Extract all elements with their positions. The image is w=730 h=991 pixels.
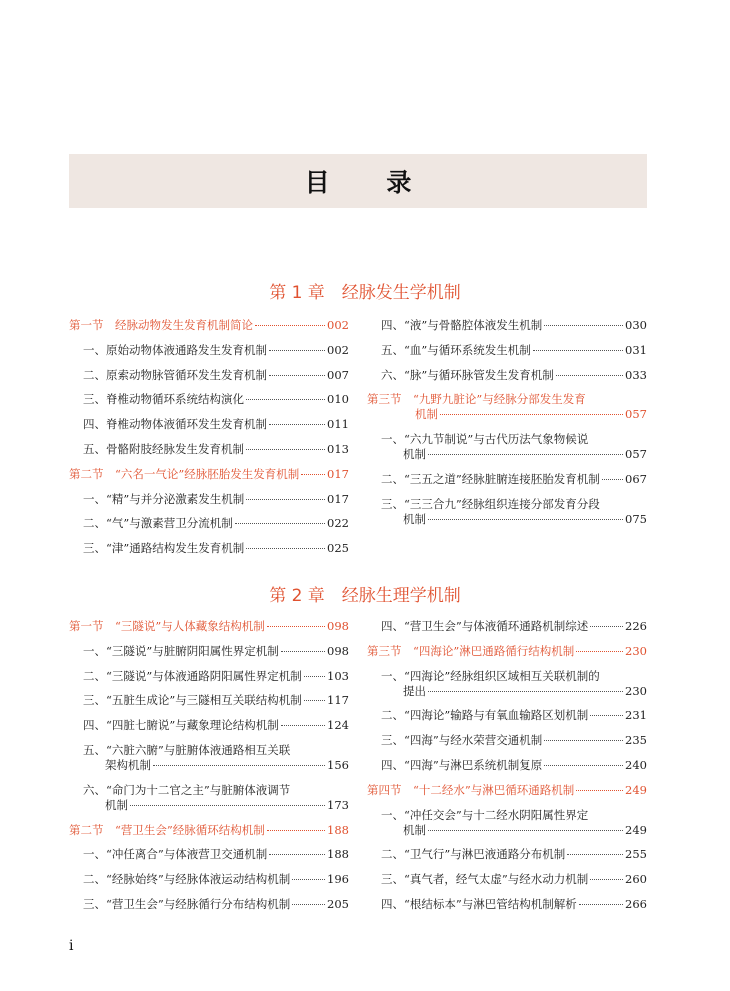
toc-page-number: 255 <box>625 847 647 862</box>
dot-leader <box>590 715 623 716</box>
toc-subsection-entry[interactable] <box>367 318 647 333</box>
toc-subsection-entry[interactable] <box>69 897 349 912</box>
toc-entry-row <box>69 798 349 813</box>
toc-entry-row <box>367 733 647 748</box>
toc-entry-text: 四、“四脏七腑说”与藏象理论结构机制 <box>83 718 279 733</box>
toc-entry-text: 一、“精”与并分泌激素发生机制 <box>83 491 245 506</box>
toc-entry-row <box>367 847 647 862</box>
toc-page-number: 057 <box>625 407 647 422</box>
toc-page-number: 230 <box>625 683 647 698</box>
toc-page-number: 188 <box>327 847 349 862</box>
toc-page-number: 017 <box>327 491 349 506</box>
dot-leader <box>602 479 623 480</box>
toc-entry-row <box>69 417 349 432</box>
toc-subsection-entry[interactable] <box>367 872 647 887</box>
toc-entry-line: 一、“冲任交会”与十二经水阴阳属性界定 <box>381 807 589 822</box>
toc-subsection-entry[interactable] <box>69 872 349 887</box>
toc-subsection-entry[interactable] <box>69 516 349 531</box>
toc-subsection-entry[interactable] <box>367 847 647 862</box>
toc-entry-text: 第三节 “四海论”淋巴通路循行结构机制 <box>367 643 575 658</box>
toc-page-number: 117 <box>327 693 349 708</box>
toc-subsection-entry[interactable] <box>367 897 647 912</box>
toc-page-number: 235 <box>625 733 647 748</box>
toc-entry-text: 第四节 “十二经水”与淋巴循环通路机制 <box>367 782 575 797</box>
toc-entry-row <box>69 823 349 838</box>
toc-entry-row <box>367 318 647 333</box>
toc-entry-row <box>367 897 647 912</box>
toc-page-number: 196 <box>327 872 349 887</box>
toc-entry-text: 一、“冲任离合”与体液营卫交通机制 <box>83 847 268 862</box>
toc-entry-text: 第一节 “三隧说”与人体藏象结构机制 <box>69 619 265 633</box>
toc-entry-row <box>69 897 349 912</box>
dot-leader <box>281 651 325 652</box>
toc-entry-text: 机制 <box>403 822 426 837</box>
toc-subsection-entry[interactable] <box>367 733 647 748</box>
toc-entry-text: 二、“卫气行”与淋巴液通路分布机制 <box>381 847 566 862</box>
toc-section-entry[interactable] <box>69 467 349 482</box>
dot-leader <box>440 414 623 415</box>
toc-page-number: 075 <box>625 511 647 526</box>
toc-subsection-entry[interactable] <box>69 743 349 773</box>
toc-entry-row <box>367 619 647 634</box>
toc-section-entry[interactable] <box>69 318 349 333</box>
dot-leader <box>255 325 325 326</box>
toc-entry-text: 二、“经脉始终”与经脉体液运动结构机制 <box>83 872 291 887</box>
toc-page-number: 025 <box>327 541 349 556</box>
toc-entry-text: 一、“三隧说”与脏腑阴阳属性界定机制 <box>83 643 279 658</box>
dot-leader <box>567 854 623 855</box>
toc-page-number: 188 <box>327 822 349 837</box>
toc-page-number: 011 <box>327 417 349 432</box>
toc-entry-row <box>367 368 647 383</box>
toc-section-entry[interactable] <box>69 619 349 634</box>
toc-page-number: 098 <box>327 643 349 658</box>
toc-page-number: 226 <box>625 619 647 633</box>
toc-entry-line: 第三节 “九野九脏论”与经脉分部发生发育 <box>367 392 586 407</box>
toc-subsection-entry[interactable] <box>69 541 349 556</box>
toc-page-number: 031 <box>625 342 647 357</box>
toc-entry-text: 第二节 “六名一气论”经脉胚胎发生发育机制 <box>69 466 300 481</box>
toc-subsection-entry[interactable] <box>69 669 349 684</box>
toc-page-number: 002 <box>327 342 349 357</box>
dot-leader <box>576 790 623 791</box>
toc-section-entry[interactable] <box>367 644 647 659</box>
toc-entry-text: 三、脊椎动物循环系统结构演化 <box>83 392 244 407</box>
toc-subsection-entry[interactable] <box>69 718 349 733</box>
toc-entry-line: 一、“六九节制说”与古代历法气象物候说 <box>381 432 589 447</box>
toc-entry-row <box>367 783 647 798</box>
dot-leader <box>246 449 325 450</box>
dot-leader <box>304 676 325 677</box>
toc-subsection-entry[interactable] <box>69 492 349 507</box>
dot-leader <box>544 740 623 741</box>
toc-entry-line: 三、“三三合九”经脉组织连接分部发育分段 <box>381 496 600 511</box>
toc-title: 目 录 <box>304 168 436 197</box>
toc-entry-text: 三、“真气者，经气太虚”与经水动力机制 <box>381 872 589 887</box>
toc-column <box>69 318 349 566</box>
dot-leader <box>246 499 325 500</box>
toc-entry-row <box>69 516 349 531</box>
toc-entry-text: 二、“气”与激素营卫分流机制 <box>83 516 233 531</box>
toc-subsection-entry[interactable] <box>69 417 349 432</box>
toc-page-number: 260 <box>625 872 647 887</box>
toc-page-number: 230 <box>625 643 647 658</box>
toc-entry-text: 第二节 “营卫生会”经脉循环结构机制 <box>69 822 265 837</box>
toc-entry-row <box>367 872 647 887</box>
toc-column <box>367 318 647 537</box>
toc-page-number: 205 <box>327 896 349 911</box>
dot-leader <box>269 350 325 351</box>
toc-entry-row <box>69 718 349 733</box>
dot-leader <box>428 519 623 520</box>
toc-entry-row <box>367 708 647 723</box>
toc-page-number: 033 <box>625 367 647 382</box>
toc-entry-text: 五、骨骼附肢经脉发生发育机制 <box>83 441 244 456</box>
toc-subsection-entry[interactable] <box>367 472 647 487</box>
toc-entry-text: 四、“四海”与淋巴系统机制复原 <box>381 757 543 772</box>
toc-page-number: 124 <box>327 718 349 733</box>
dot-leader <box>130 805 325 806</box>
dot-leader <box>590 626 623 627</box>
toc-entry-text: 三、“四海”与经水荣营交通机制 <box>381 733 543 748</box>
page-number: i <box>69 938 74 954</box>
toc-entry-row <box>367 823 647 838</box>
toc-entry-row <box>367 758 647 773</box>
toc-page-number: 017 <box>327 466 349 481</box>
toc-entry-row <box>69 758 349 773</box>
toc-entry-row <box>69 368 349 383</box>
toc-page-number: 067 <box>625 471 647 486</box>
toc-section-entry[interactable] <box>69 823 349 838</box>
toc-entry-text: 三、“五脏生成论”与三隧相互关联结构机制 <box>83 693 302 708</box>
toc-subsection-entry[interactable] <box>69 368 349 383</box>
dot-leader <box>544 325 623 326</box>
toc-subsection-entry[interactable] <box>69 783 349 813</box>
dot-leader <box>292 904 325 905</box>
toc-entry-text: 二、“四海论”输路与有氧血输路区划机制 <box>381 708 589 723</box>
dot-leader <box>235 523 325 524</box>
toc-section-entry[interactable] <box>367 392 647 422</box>
toc-entry-row <box>367 644 647 659</box>
toc-entry-text: 二、原索动物脉管循环发生发育机制 <box>83 367 267 382</box>
toc-entry-text: 三、“营卫生会”与经脉循行分布结构机制 <box>83 896 291 911</box>
dot-leader <box>576 651 623 652</box>
dot-leader <box>269 424 325 425</box>
dot-leader <box>153 765 325 766</box>
toc-page-number: 249 <box>625 782 647 797</box>
dot-leader <box>428 691 623 692</box>
dot-leader <box>267 626 325 627</box>
toc-page-number: 231 <box>625 708 647 723</box>
toc-entry-text: 六、“脉”与循环脉管发生发育机制 <box>381 367 554 382</box>
toc-subsection-entry[interactable] <box>69 392 349 407</box>
toc-page-number: 173 <box>327 797 349 812</box>
toc-entry-text: 提出 <box>403 683 426 698</box>
toc-subsection-entry[interactable] <box>367 708 647 723</box>
toc-subsection-entry[interactable] <box>367 619 647 634</box>
toc-page-number: 240 <box>625 757 647 772</box>
toc-entry-text: 架构机制 <box>105 757 151 772</box>
toc-subsection-entry[interactable] <box>69 343 349 358</box>
toc-entry-line: 一、“四海论”经脉组织区域相互关联机制的 <box>381 668 600 683</box>
toc-subsection-entry[interactable] <box>367 343 647 358</box>
dot-leader <box>533 350 623 351</box>
toc-entry-row <box>69 467 349 482</box>
toc-entry-row <box>69 669 349 684</box>
toc-entry-row <box>69 318 349 333</box>
toc-page-number: 007 <box>327 367 349 382</box>
toc-entry-text: 一、原始动物体液通路发生发育机制 <box>83 342 267 357</box>
toc-entry-row <box>69 619 349 634</box>
dot-leader <box>301 474 325 475</box>
dot-leader <box>292 879 325 880</box>
toc-entry-text: 机制 <box>403 511 426 526</box>
toc-entry-text: 二、“三隧说”与体液通路阴阳属性界定机制 <box>83 668 302 683</box>
dot-leader <box>281 725 325 726</box>
dot-leader <box>246 399 325 400</box>
dot-leader <box>428 454 623 455</box>
toc-entry-text: 四、“营卫生会”与体液循环通路机制综述 <box>381 619 589 633</box>
toc-page-number: 030 <box>625 318 647 332</box>
toc-subsection-entry[interactable] <box>367 669 647 699</box>
toc-page-number: 249 <box>625 822 647 837</box>
toc-subsection-entry[interactable] <box>69 693 349 708</box>
toc-entry-text: 五、“血”与循环系统发生机制 <box>381 342 531 357</box>
toc-page-number: 002 <box>327 318 349 332</box>
toc-subsection-entry[interactable] <box>69 644 349 659</box>
toc-subsection-entry[interactable] <box>367 497 647 527</box>
toc-entry-line: 五、“六脏六腑”与脏腑体液通路相互关联 <box>83 742 291 757</box>
toc-entry-text: 机制 <box>105 797 128 812</box>
dot-leader <box>304 700 325 701</box>
toc-entry-row <box>69 392 349 407</box>
toc-subsection-entry[interactable] <box>69 847 349 862</box>
toc-section-entry[interactable] <box>367 783 647 798</box>
toc-entry-row <box>367 472 647 487</box>
toc-page-number: 057 <box>625 447 647 462</box>
toc-entry-text: 四、“液”与骨骼腔体液发生机制 <box>381 318 543 332</box>
toc-entry-text: 三、“津”通路结构发生发育机制 <box>83 541 245 556</box>
toc-page-number: 266 <box>625 896 647 911</box>
toc-entry-text: 四、“根结标本”与淋巴管结构机制解析 <box>381 896 577 911</box>
toc-entry-text: 机制 <box>403 447 426 462</box>
chapter-1-heading: 第 1 章 经脉发生学机制 <box>269 283 461 303</box>
toc-entry-row <box>69 492 349 507</box>
toc-page-number: 010 <box>327 392 349 407</box>
toc-entry-row <box>367 447 647 462</box>
toc-entry-text: 第一节 经脉动物发生发育机制简论 <box>69 318 253 332</box>
toc-entry-row <box>69 343 349 358</box>
dot-leader <box>579 904 623 905</box>
toc-entry-row <box>367 343 647 358</box>
dot-leader <box>246 548 325 549</box>
toc-entry-row <box>69 872 349 887</box>
toc-subsection-entry[interactable] <box>367 758 647 773</box>
toc-entry-text: 二、“三五之道”经脉脏腑连接胚胎发育机制 <box>381 471 600 486</box>
dot-leader <box>269 375 325 376</box>
toc-subsection-entry[interactable] <box>367 368 647 383</box>
toc-title-band <box>69 154 647 208</box>
dot-leader <box>269 854 325 855</box>
chapter-2-heading: 第 2 章 经脉生理学机制 <box>269 586 461 606</box>
toc-entry-row <box>69 847 349 862</box>
toc-entry-row <box>367 684 647 699</box>
toc-entry-text: 机制 <box>415 407 438 422</box>
toc-page-number: 022 <box>327 516 349 531</box>
toc-column <box>367 619 647 922</box>
toc-entry-row <box>69 644 349 659</box>
dot-leader <box>590 879 623 880</box>
toc-column <box>69 619 349 922</box>
toc-subsection-entry[interactable] <box>367 808 647 838</box>
dot-leader <box>267 830 325 831</box>
toc-page-number: 156 <box>327 757 349 772</box>
dot-leader <box>428 830 623 831</box>
toc-entry-row <box>69 693 349 708</box>
toc-entry-row <box>367 407 647 422</box>
dot-leader <box>556 375 623 376</box>
toc-page-number: 103 <box>327 668 349 683</box>
toc-entry-row <box>69 541 349 556</box>
toc-page-number: 013 <box>327 441 349 456</box>
toc-entry-row <box>69 442 349 457</box>
toc-subsection-entry[interactable] <box>69 442 349 457</box>
toc-page-number: 098 <box>327 619 349 633</box>
toc-entry-row <box>367 512 647 527</box>
toc-entry-line: 六、“命门为十二官之主”与脏腑体液调节 <box>83 782 291 797</box>
toc-entry-text: 四、脊椎动物体液循环发生发育机制 <box>83 417 267 432</box>
dot-leader <box>544 765 623 766</box>
toc-subsection-entry[interactable] <box>367 432 647 462</box>
